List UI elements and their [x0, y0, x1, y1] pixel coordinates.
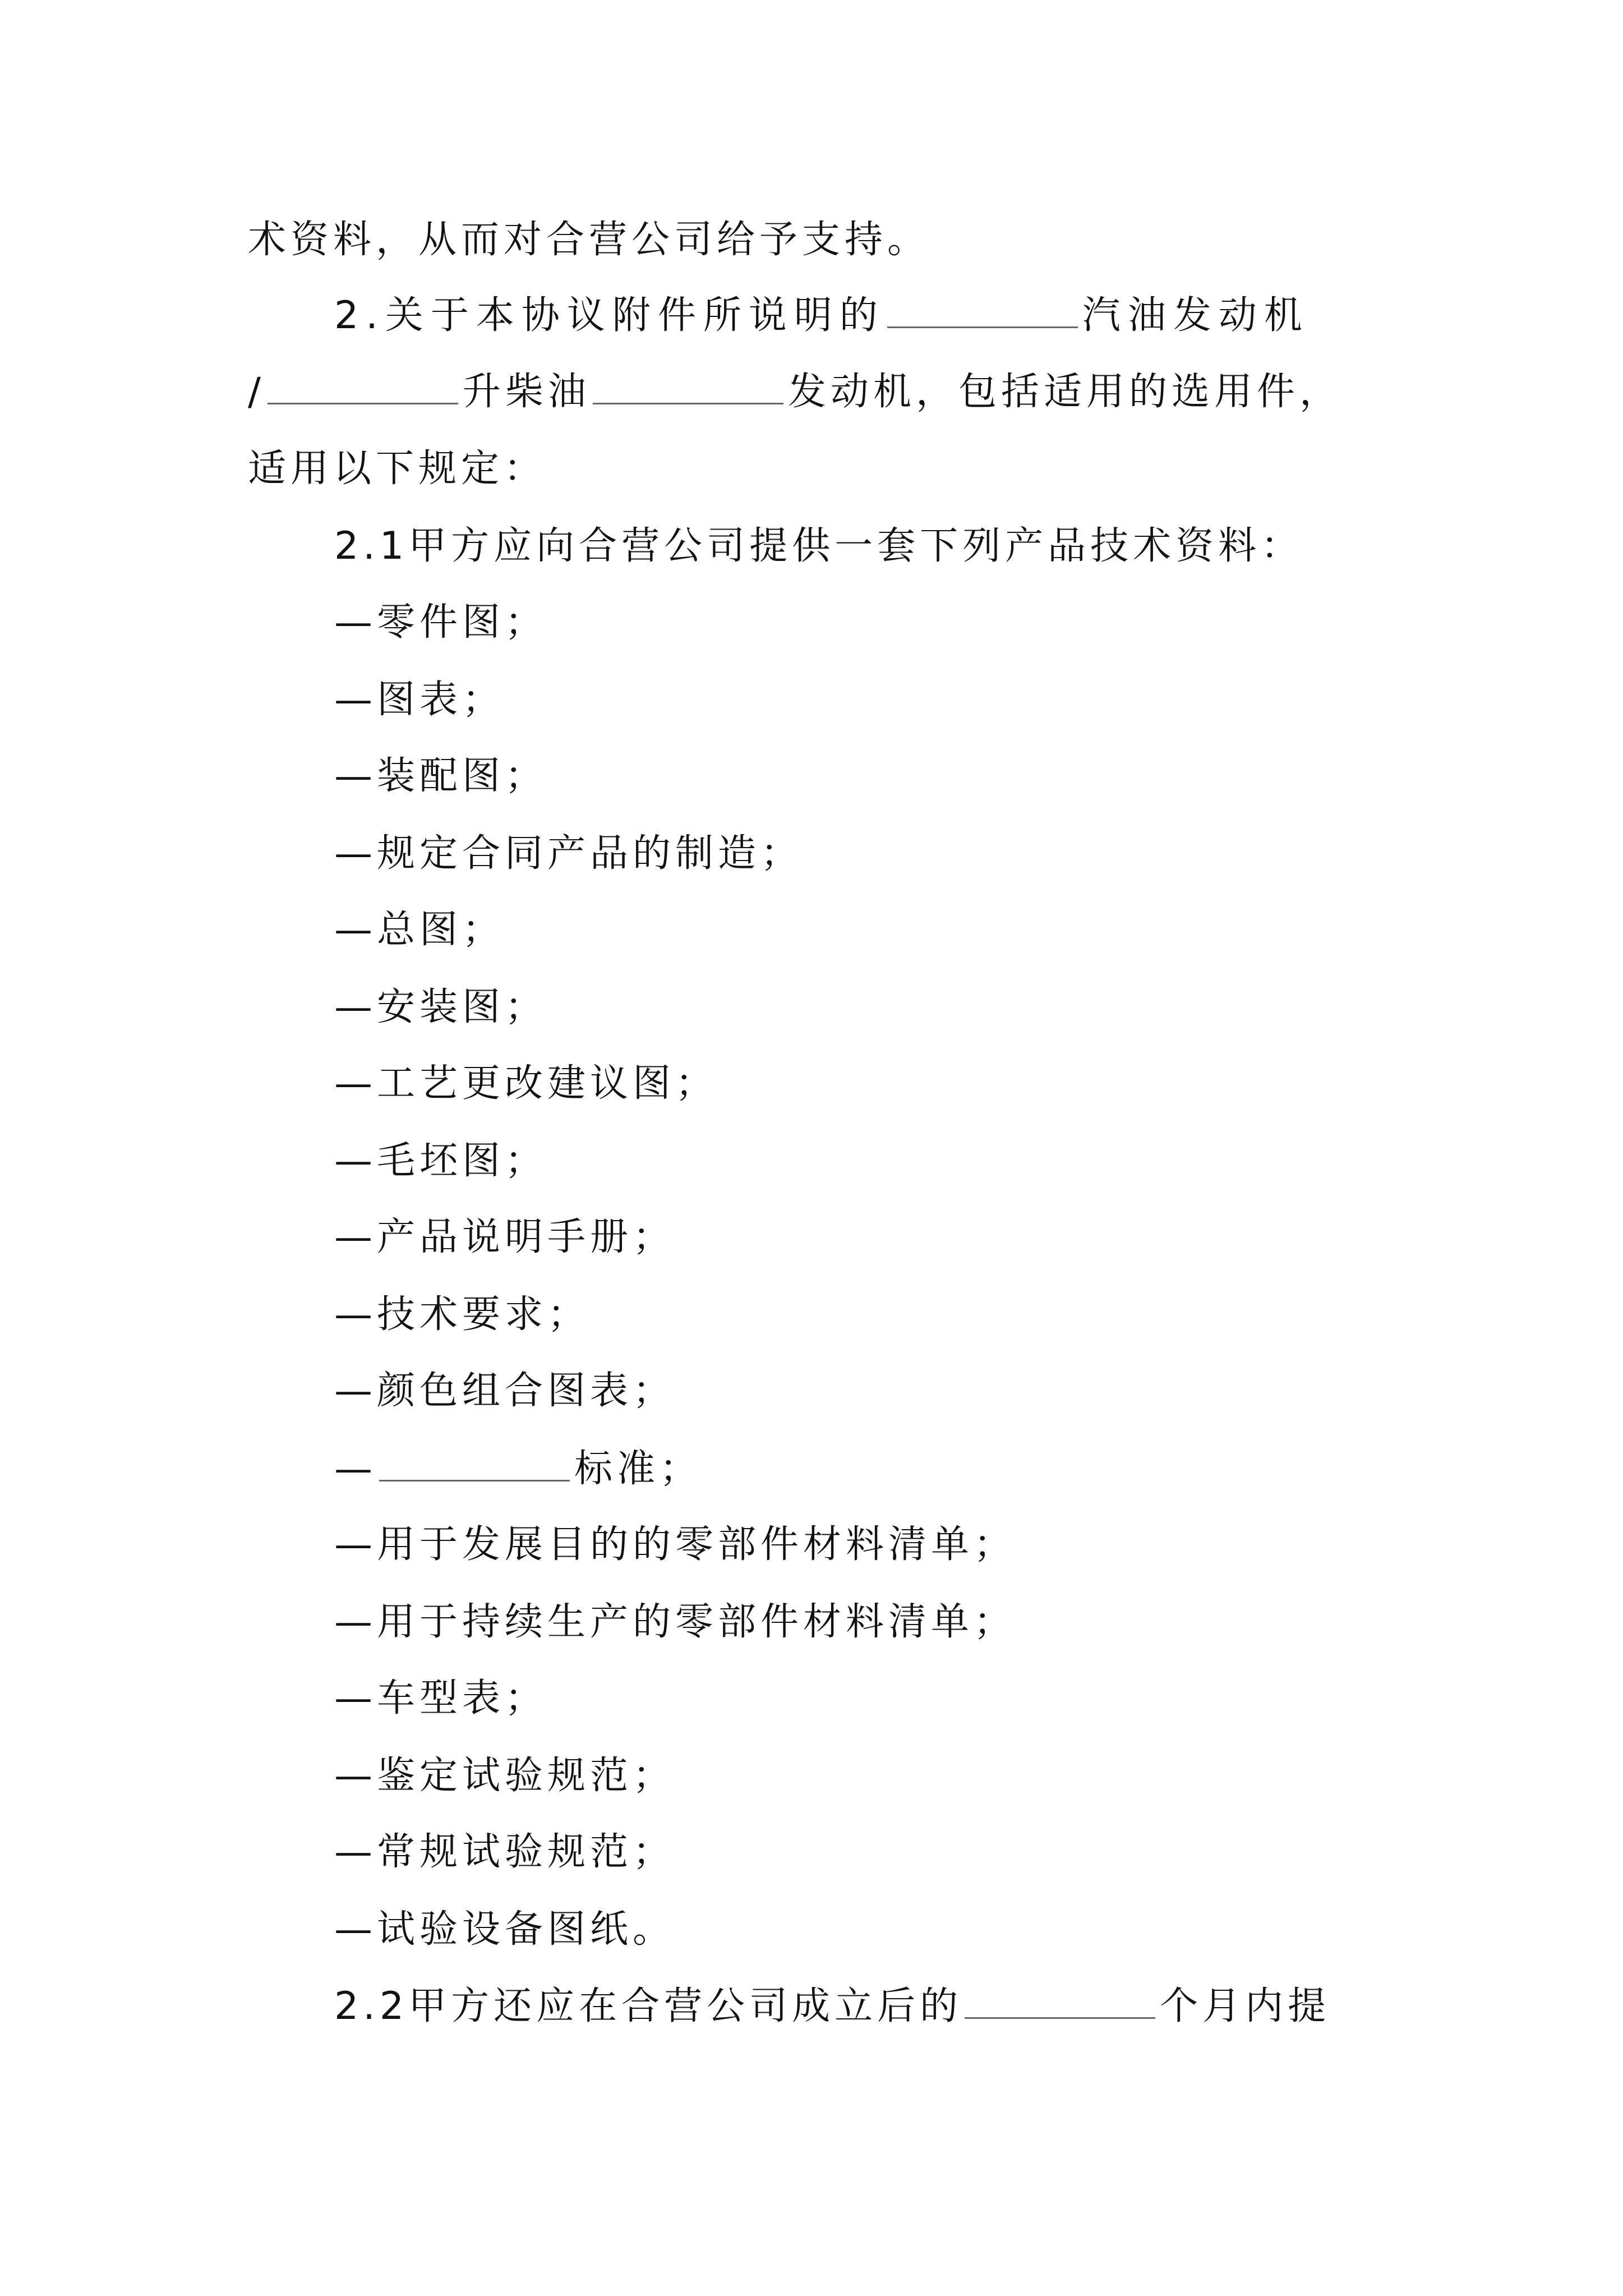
- list-item: —常规试验规范；: [334, 1830, 676, 1874]
- list-item: —总图；: [334, 908, 505, 952]
- blank-field: [379, 1441, 570, 1481]
- list-item: —产品说明手册；: [334, 1215, 676, 1259]
- section-heading: 2.1甲方应向合营公司提供一套下列产品技术资料：: [334, 524, 1304, 568]
- list-item: —装配图；: [334, 754, 548, 798]
- text-segment: 标准；: [574, 1447, 703, 1491]
- paragraph-line: 适用以下规定：: [248, 447, 547, 491]
- list-item: —鉴定试验规范；: [334, 1754, 676, 1798]
- list-item: —颜色组合图表；: [334, 1369, 676, 1413]
- text-segment: 汽油发动机: [1082, 293, 1310, 338]
- list-item: —毛坯图；: [334, 1139, 548, 1183]
- blank-field: [887, 287, 1078, 328]
- text-segment: 个月内提: [1160, 1984, 1331, 2028]
- list-item: —零件图；: [334, 600, 548, 645]
- list-item: [334, 1441, 702, 1497]
- paragraph-line: 术资料，从而对合营公司给予支持。: [248, 218, 930, 262]
- text-segment: —: [334, 1447, 377, 1491]
- list-item: —规定合同产品的制造；: [334, 831, 804, 876]
- text-segment: 2.2甲方还应在合营公司成立后的: [334, 1984, 963, 2028]
- paragraph-line: [334, 287, 1310, 343]
- blank-field: [593, 364, 783, 404]
- list-item: —技术要求；: [334, 1292, 591, 1337]
- blank-field: [268, 364, 458, 404]
- section-heading: [334, 1978, 1330, 2034]
- list-item: —图表；: [334, 678, 505, 722]
- text-segment: /: [248, 370, 265, 414]
- list-item: —安装图；: [334, 985, 548, 1029]
- list-item: —用于持续生产的零部件材料清单；: [334, 1600, 1017, 1644]
- text-segment: 升柴油: [462, 370, 591, 414]
- list-item: —试验设备图纸。: [334, 1907, 676, 1952]
- list-item: —车型表；: [334, 1676, 548, 1720]
- text-segment: 发动机，包括适用的选用件，: [787, 370, 1342, 414]
- blank-field: [965, 1978, 1155, 2019]
- list-item: —用于发展目的的零部件材料清单；: [334, 1522, 1017, 1567]
- text-segment: 2.关于本协议附件所说明的: [334, 293, 885, 338]
- list-item: —工艺更改建议图；: [334, 1061, 718, 1106]
- paragraph-line: [248, 364, 1342, 420]
